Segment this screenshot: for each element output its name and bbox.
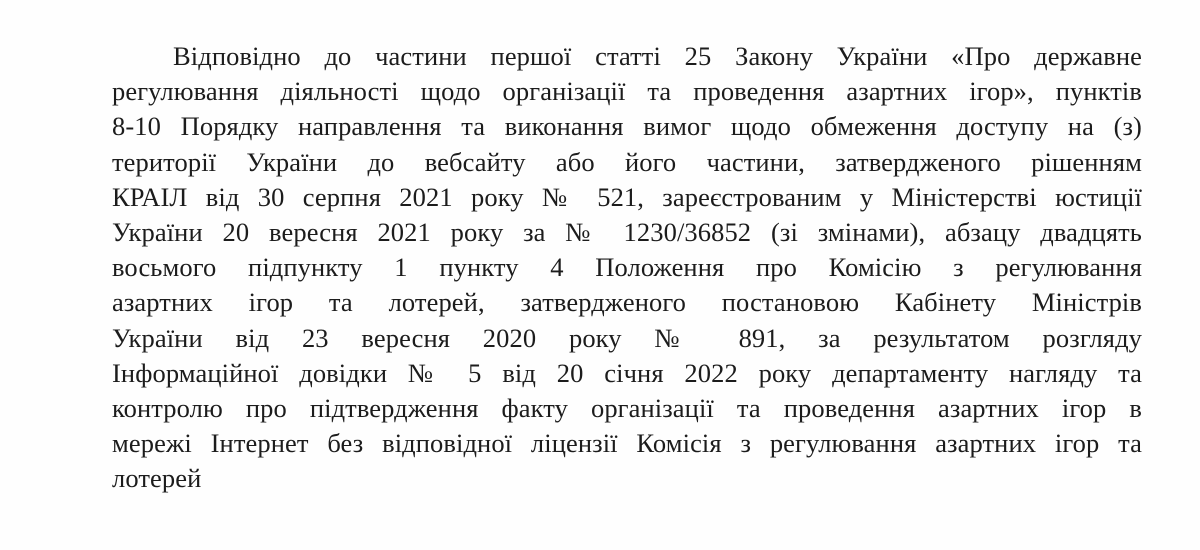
paragraph-line: азартних ігор та лотерей, затвердженого постановою Кабінету Міністрів [112, 287, 1142, 318]
paragraph-line: Відповідно до частини першої статті 25 Закону України «Про державне [173, 41, 1142, 71]
paragraph-line: України 20 вересня 2021 року за № 1230/36852 (зі змінами), абзацу двадцять [112, 216, 1142, 247]
body-paragraph [112, 39, 1142, 496]
paragraph-line: території України до вебсайту або його частини, затвердженого рішенням [112, 146, 1142, 177]
paragraph-line: України від 23 вересня 2020 року № 891, за результатом розгляду [112, 322, 1142, 353]
paragraph-line: мережі Інтернет без відповідної ліцензії Комісія з регулювання азартних ігор та [112, 428, 1142, 459]
paragraph-line: КРАІЛ від 30 серпня 2021 року № 521, зареєстрованим у Міністерстві юстиції [112, 181, 1142, 212]
paragraph-line: Інформаційної довідки № 5 від 20 січня 2022 року департаменту нагляду та [112, 357, 1142, 388]
paragraph-line: 8-10 Порядку направлення та виконання вимог щодо обмеження доступу на (з) [112, 111, 1142, 142]
paragraph-line-last: лотерей [112, 463, 202, 494]
paragraph-line: регулювання діяльності щодо організації та проведення азартних ігор», пунктів [112, 76, 1142, 107]
paragraph-line: контролю про підтвердження факту організації та проведення азартних ігор в [112, 392, 1142, 423]
paragraph-line: восьмого підпункту 1 пункту 4 Положення про Комісію з регулювання [112, 252, 1142, 283]
